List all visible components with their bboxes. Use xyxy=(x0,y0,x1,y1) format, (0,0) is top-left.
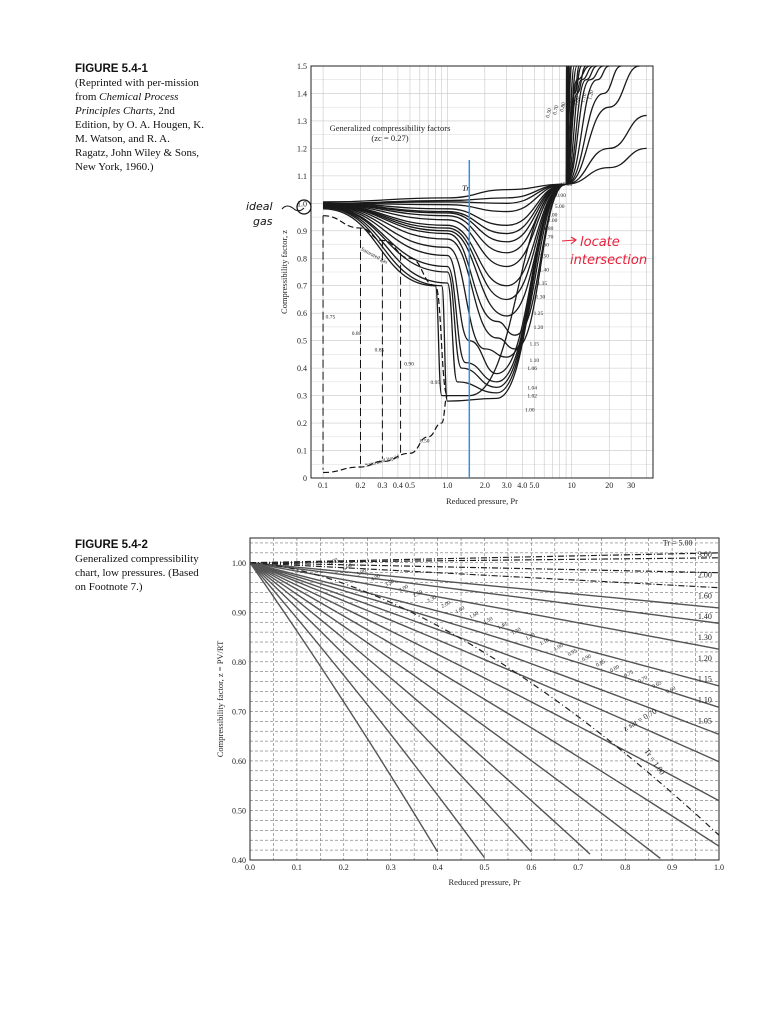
chart1-isotherm-label-1.60: 1.60 xyxy=(539,242,549,249)
chart2-x-tick-label: 1.0 xyxy=(714,863,724,872)
chart2-isotherm-3.00 xyxy=(250,558,719,563)
chart2-isotherm-1.30 xyxy=(250,563,719,624)
chart2-y-tick-label: 0.60 xyxy=(232,756,246,766)
chart1-top-label: 1.10 xyxy=(580,92,589,104)
chart1-saturated-liquid-label: Saturated liquid xyxy=(364,454,400,469)
chart2-x-axis-label: Reduced pressure, Pr xyxy=(448,877,521,887)
chart1-subcritical-label: 0.75 xyxy=(325,314,336,321)
chart2-inner-label: 0.60 xyxy=(665,685,677,696)
chart2-right-label: 1.05 xyxy=(697,716,712,726)
chart2-inner-label: 2.30 xyxy=(426,594,438,605)
chart1-saturated-gas-curve xyxy=(323,216,447,396)
locate-note-2: intersection xyxy=(570,253,648,268)
chart2-isotherm-1.05 xyxy=(250,563,719,708)
chart1-isotherm-label-1.70: 1.70 xyxy=(543,234,554,241)
chart2-right-label: 1.30 xyxy=(697,633,712,643)
chart1-y-tick-label: 0.2 xyxy=(297,419,307,429)
chart1-y-tick-label: 0 xyxy=(303,474,307,483)
chart1-y-tick-label: 0.4 xyxy=(297,364,307,374)
chart1-subtitle: (zc = 0.27) xyxy=(371,133,409,143)
chart1-isotherm-label-1.02: 1.02 xyxy=(527,393,537,400)
chart2-isotherm-0.80 xyxy=(250,563,660,859)
chart1-top-label: 1.00 xyxy=(573,95,582,107)
chart2-y-tick-label: 0.70 xyxy=(232,707,246,717)
chart2-inner-label: 8.00 xyxy=(327,557,340,568)
chart2-inner-label: 1.20 xyxy=(524,632,537,642)
chart2-isotherm-1.20 xyxy=(250,563,719,649)
chart2-x-tick-label: 0.3 xyxy=(385,863,396,872)
chart2-isotherm-0.90 xyxy=(250,563,719,801)
chart1-y-tick-label: 0.6 xyxy=(297,309,307,319)
chart1-x-tick-label: 2.0 xyxy=(479,481,490,490)
chart2-y-axis-label: Compressibility factor, z = PV/RT xyxy=(215,640,225,758)
chart2-grid xyxy=(250,538,719,860)
chart2-isotherm-0.65 xyxy=(250,563,485,858)
chart2-y-tick-label: 0.50 xyxy=(232,806,246,816)
chart1-isotherm-label-1.80: 1.80 xyxy=(543,226,554,233)
chart2-inner-label: 0.75 xyxy=(623,669,635,680)
chart1-isotherm-label-10.00: 10.00 xyxy=(553,193,566,200)
figure1-caption-pre: (Reprinted with per-mission from xyxy=(75,77,199,103)
chart2-x-tick-label: 0.4 xyxy=(432,863,443,872)
figure1-number: FIGURE 5.4-1 xyxy=(75,63,148,75)
chart2-y-tick-label: 0.90 xyxy=(232,608,246,618)
chart1-top-label: 0.80 xyxy=(559,101,568,113)
chart1-x-tick-label: 30 xyxy=(627,481,636,490)
chart2-isotherm-0.95 xyxy=(250,563,719,762)
chart2-right-label: 1.10 xyxy=(697,695,712,705)
chart1-x-tick-label: 0.5 xyxy=(404,481,415,490)
chart2-inner-label: 6.00 xyxy=(341,562,354,573)
chart2-x-tick-label: 0.6 xyxy=(526,863,537,872)
figure2-number: FIGURE 5.4-2 xyxy=(75,539,148,551)
chart1-top-label: 1.20 xyxy=(587,89,596,101)
chart2-right-label: Tr = 1.00 xyxy=(642,747,667,777)
chart1-x-tick-label: 20 xyxy=(605,481,614,490)
chart1-y-tick-label: 0.1 xyxy=(297,446,307,456)
chart1-isotherm-label-1.15: 1.15 xyxy=(529,341,540,348)
chart2-y-tick-label: 0.40 xyxy=(232,856,246,865)
chart2-isotherm-0.75 xyxy=(250,563,590,854)
chart1-x-tick-label: 3.0 xyxy=(501,481,512,490)
figure1-caption-post: , 2nd Edition, by O. A. Hougen, K. M. Watson, and R. A. Ragatz, John Wiley & Sons, New York, 1960.) xyxy=(75,105,204,173)
chart1-y-tick-label: 1.1 xyxy=(297,171,307,181)
chart1-top-label: 0.90 xyxy=(566,98,575,110)
chart1-isotherm-label-1.10: 1.10 xyxy=(529,357,540,364)
chart1-isotherm-label-1.40: 1.40 xyxy=(539,267,549,274)
chart1-x-tick-label: 1.0 xyxy=(442,481,453,490)
chart1-isotherm-label-1.06: 1.06 xyxy=(527,366,537,373)
ideal-gas-note-2: gas xyxy=(253,215,273,228)
chart1-isotherm-label-0.95: 0.95 xyxy=(430,379,441,386)
chart2-right-label: 2.00 xyxy=(697,570,712,580)
chart2-isotherm-0.60 xyxy=(250,563,438,852)
chart2-inner-label: 3.50 xyxy=(384,578,396,589)
chart2-inner-label: 0.85 xyxy=(595,658,607,669)
chart1-x-tick-label: 0.1 xyxy=(318,481,329,490)
chart2-inner-label: 1.50 xyxy=(482,616,494,626)
chart2-sat-label: z sat = 0.70 xyxy=(621,706,659,733)
chart1-isotherm-label-1.00: 1.00 xyxy=(525,407,535,414)
chart1-y-tick-label: 1.5 xyxy=(297,62,307,71)
chart1-isotherm-label-15.00: 15.00 xyxy=(559,182,573,189)
chart1-y-tick-label: 0.7 xyxy=(297,281,307,291)
chart2-isotherm-2.00 xyxy=(250,563,719,573)
chart1-isotherm-label-3.00: 3.00 xyxy=(547,212,558,219)
chart2-x-tick-label: 0.1 xyxy=(291,863,302,872)
locate-arrow xyxy=(562,237,576,244)
chart2-isotherm-0.85 xyxy=(250,563,719,846)
chart1-x-tick-label: 4.0 xyxy=(517,481,528,490)
chart1-y-tick-label: 1.0 xyxy=(297,199,307,209)
chart1-isotherm-label-1.35: 1.35 xyxy=(537,280,548,287)
chart2-inner-label: 1.40 xyxy=(496,621,509,632)
chart2-inner-label: 0.95 xyxy=(567,648,579,658)
chart2-right-label: 1.60 xyxy=(697,591,712,601)
chart2-inner-label: 1.10 xyxy=(538,637,551,648)
chart2-isotherm-1.60 xyxy=(250,563,719,588)
chart2-isotherm-1.00 xyxy=(250,563,719,735)
chart1-subcritical-label: 0.85 xyxy=(374,347,385,354)
chart2-isotherm-1.10 xyxy=(250,563,719,686)
chart2-top-series-label: Tr = 5.00 xyxy=(662,538,693,548)
chart1-x-tick-label: 5.0 xyxy=(529,481,540,490)
chart1-x-tick-label: 0.4 xyxy=(392,481,403,490)
chart1-isotherm-label-2.00: 2.00 xyxy=(547,217,558,224)
chart1-x-tick-label: 0.3 xyxy=(377,481,388,490)
chart2-inner-label: 0.80 xyxy=(609,664,621,675)
figure2-caption-text: Generalized compressibility chart, low pressures. (Based on Footnote 7.) xyxy=(75,553,199,593)
chart2-saturation-curve xyxy=(250,563,719,835)
chart1-y-tick-label: 1.3 xyxy=(297,116,307,126)
chart1-subcritical-label: 0.50 xyxy=(419,438,430,445)
chart2-inner-label: 0.90 xyxy=(581,653,593,664)
chart1-x-tick-label: 10 xyxy=(567,481,576,490)
chart1-subcritical-label: 0.80 xyxy=(351,331,362,338)
chart2-right-label: 1.40 xyxy=(697,612,712,622)
chart1-subcritical-label: 0.90 xyxy=(404,361,414,368)
chart2-inner-label: 0.70 xyxy=(637,674,649,685)
chart2-y-tick-label: 1.00 xyxy=(232,558,246,568)
chart2-inner-label: 1.00 xyxy=(552,642,565,653)
chart1-x-tick-label: 0.2 xyxy=(355,481,366,490)
chart2-x-tick-label: 0.7 xyxy=(573,863,584,872)
locate-note-1: locate xyxy=(580,235,620,250)
chart2-x-tick-label: 0.9 xyxy=(667,863,678,872)
chart2-right-label: 1.20 xyxy=(697,653,712,663)
chart1-isotherm-label-1.30: 1.30 xyxy=(535,294,546,301)
chart2-frame xyxy=(250,538,719,860)
chart2-inner-label: 3.00 xyxy=(398,583,410,594)
chart1-isotherm-label-1.25: 1.25 xyxy=(533,311,544,318)
ideal-gas-note-1: ideal xyxy=(246,200,273,213)
chart1-isotherm-label-5.00: 5.00 xyxy=(554,204,565,211)
chart2-inner-label: 0.65 xyxy=(651,680,663,691)
chart2-x-tick-label: 0.2 xyxy=(338,863,349,872)
chart1-title: Generalized compressibility factors xyxy=(329,123,451,133)
chart1-top-label: 0.50 xyxy=(545,107,554,119)
chart1-isotherm-label-1.04: 1.04 xyxy=(527,385,537,392)
chart1-y-tick-label: 0.3 xyxy=(297,391,307,401)
chart1-top-label: 0.70 xyxy=(552,104,561,116)
chart2-inner-label: 2.50 xyxy=(412,589,424,600)
chart2-inner-label: 2.00 xyxy=(440,599,452,610)
chart1-isotherm-label-1.50: 1.50 xyxy=(539,253,549,260)
chart1-y-tick-label: 0.8 xyxy=(297,254,307,264)
chart1-isotherm-label-1.20: 1.20 xyxy=(533,324,544,331)
chart1-legend-symbol: Tr xyxy=(462,183,470,193)
chart1-y-tick-label: 0.9 xyxy=(297,226,307,236)
chart2-x-tick-label: 0.0 xyxy=(245,863,255,872)
chart1-y-tick-label: 1.4 xyxy=(297,89,307,99)
chart2-inner-label: 1.60 xyxy=(468,610,480,621)
chart2-x-tick-label: 0.5 xyxy=(479,863,490,872)
chart2-isotherm-1.40 xyxy=(250,563,719,608)
chart2-inner-label: 4.00 xyxy=(370,573,382,584)
chart2-right-label: 1.15 xyxy=(697,674,712,684)
chart2-inner-label: 1.30 xyxy=(510,626,523,637)
chart2-isotherm-0.70 xyxy=(250,563,531,852)
chart1-y-axis-label: Compressibility factor, z xyxy=(279,230,289,314)
chart2-inner-label: 5.00 xyxy=(355,567,368,578)
chart1-saturated-gas-label: Saturated gas xyxy=(359,246,389,266)
chart2-inner-label: 1.80 xyxy=(454,605,466,616)
figure1-caption-title: Chemical Process Principles Charts xyxy=(75,91,179,117)
chart2-isotherm-fan xyxy=(250,553,719,859)
figure2-caption xyxy=(75,538,205,594)
chart2-right-label: 3.00 xyxy=(697,549,712,559)
chart1-x-axis-label: Reduced pressure, Pr xyxy=(446,496,518,506)
chart1-y-tick-label: 1.2 xyxy=(297,144,307,154)
chart2-isotherm-5.00 xyxy=(250,553,719,563)
chart1-y-tick-label: 0.5 xyxy=(297,336,307,346)
chart2-y-tick-label: 0.80 xyxy=(232,657,246,667)
chart2-x-tick-label: 0.8 xyxy=(620,863,631,872)
